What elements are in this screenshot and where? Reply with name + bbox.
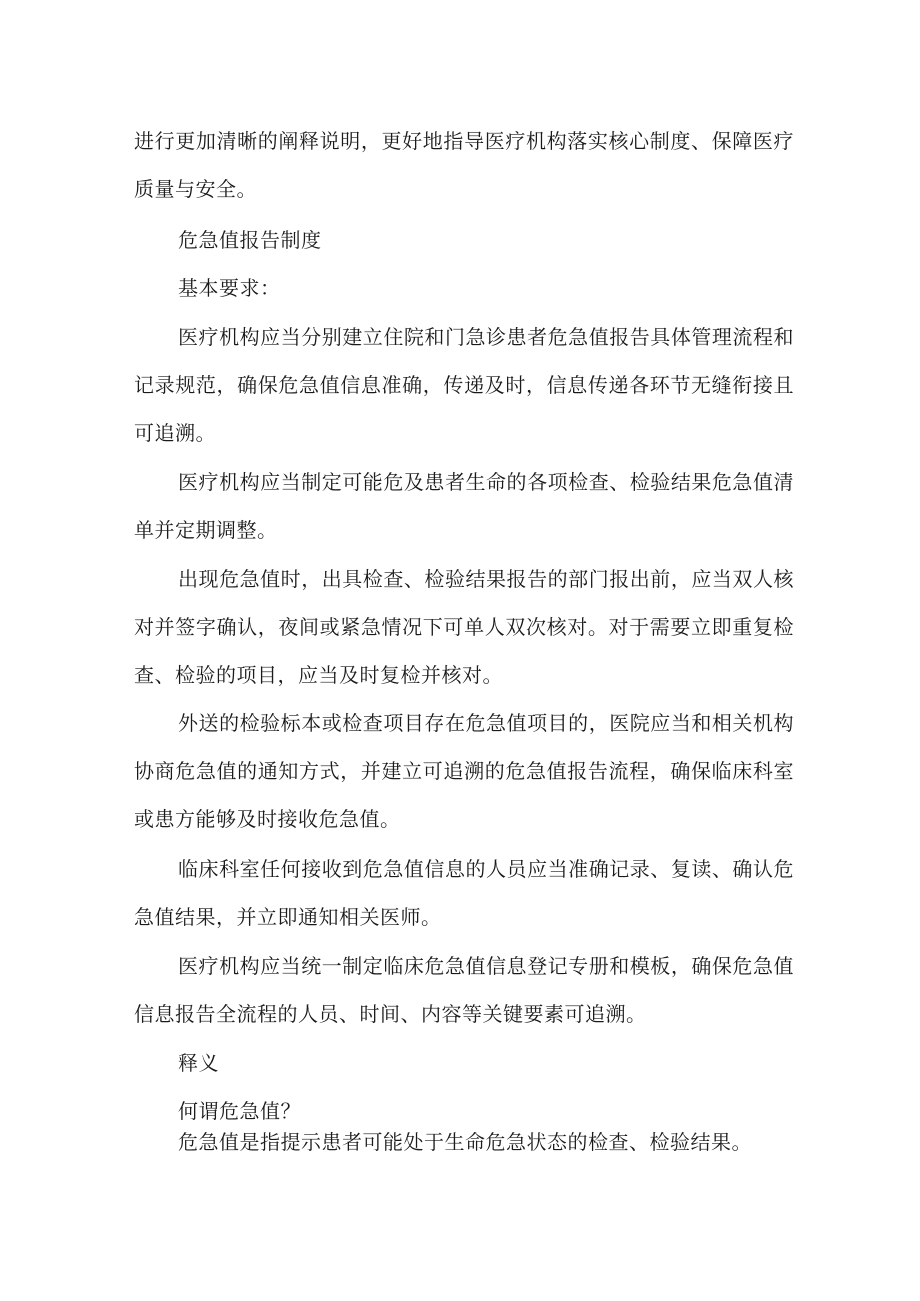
basic-requirements-label: 基本要求： <box>178 276 281 300</box>
requirement-paragraph-2: 医疗机构应当制定可能危及患者生命的各项检查、检验结果危急值清单并定期调整。 <box>134 470 794 542</box>
requirement-paragraph-4: 外送的检验标本或检查项目存在危急值项目的，医院应当和相关机构协商危急值的通知方式，并建立可追溯的危急值报告流程，确保临床科室或患方能够及时接收危急值。 <box>134 711 794 831</box>
definitions-label: 释义 <box>178 1051 219 1075</box>
requirement-paragraph-6: 医疗机构应当统一制定临床危急值信息登记专册和模板，确保危急值信息报告全流程的人员、时间、内容等关键要素可追溯。 <box>134 954 794 1026</box>
definition-answer: 危急值是指提示患者可能处于生命危急状态的检查、检验结果。 <box>178 1130 752 1154</box>
definition-question: 何谓危急值？ <box>178 1099 301 1123</box>
requirement-paragraph-5: 临床科室任何接收到危急值信息的人员应当准确记录、复读、确认危急值结果，并立即通知相关医师。 <box>134 857 794 929</box>
section-title: 危急值报告制度 <box>178 228 322 252</box>
requirement-paragraph-1: 医疗机构应当分别建立住院和门急诊患者危急值报告具体管理流程和记录规范，确保危急值信息准确，传递及时，信息传递各环节无缝衔接且可追溯。 <box>134 325 794 445</box>
requirement-paragraph-3: 出现危急值时，出具检查、检验结果报告的部门报出前，应当双人核对并签字确认，夜间或紧急情况下可单人双次核对。对于需要立即重复检查、检验的项目，应当及时复检并核对。 <box>134 567 794 687</box>
intro-continuation-paragraph: 进行更加清晰的阐释说明，更好地指导医疗机构落实核心制度、保障医疗质量与安全。 <box>134 129 794 201</box>
